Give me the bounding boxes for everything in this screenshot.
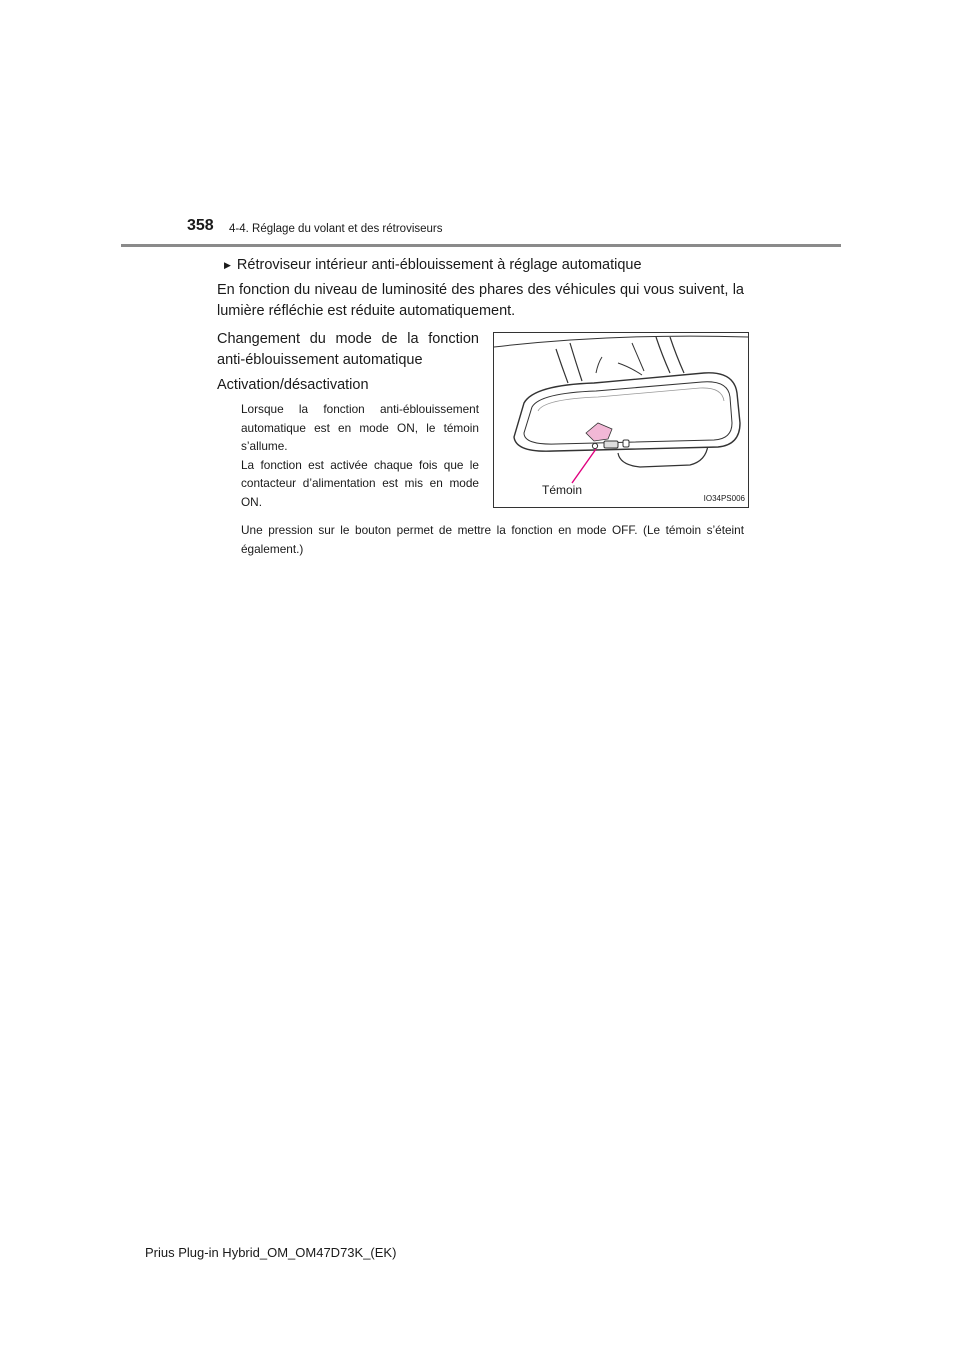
figure-code: IO34PS006: [703, 494, 745, 503]
triangle-bullet-icon: ▶: [224, 260, 231, 270]
header-rule: [121, 244, 841, 247]
activation-title: Activation/désactivation: [217, 377, 369, 393]
bottom-note: Une pression sur le bouton permet de mettre la fonction en mode OFF. (Le témoin s’éteint également.): [241, 523, 744, 556]
rear-view-mirror-icon: [494, 333, 749, 508]
footer-text: Prius Plug-in Hybrid_OM_OM47D73K_(EK): [145, 1245, 397, 1260]
mode-title: Changement du mode de la fonction anti-éblouissement automatique: [217, 331, 479, 368]
section-title: 4-4. Réglage du volant et des rétroviseurs: [229, 223, 443, 235]
detail-text-2: La fonction est activée chaque fois que le contacteur d’alimentation est mis en mode ON.: [241, 457, 479, 509]
left-column: [217, 329, 479, 511]
section-heading: [224, 256, 642, 274]
indicator-label: Témoin: [542, 483, 583, 497]
page-number: 358: [187, 217, 214, 234]
intro-paragraph: En fonction du niveau de luminosité des phares des véhicules qui vous suivent, la lumière réfléchie est réduite automatiquement.: [217, 282, 744, 319]
mirror-illustration: [493, 332, 749, 508]
heading-text: Rétroviseur intérieur anti-éblouissement à réglage automatique: [236, 257, 642, 273]
detail-text-1: Lorsque la fonction anti-éblouissement automatique est en mode ON, le témoin s’allume.: [241, 402, 479, 453]
